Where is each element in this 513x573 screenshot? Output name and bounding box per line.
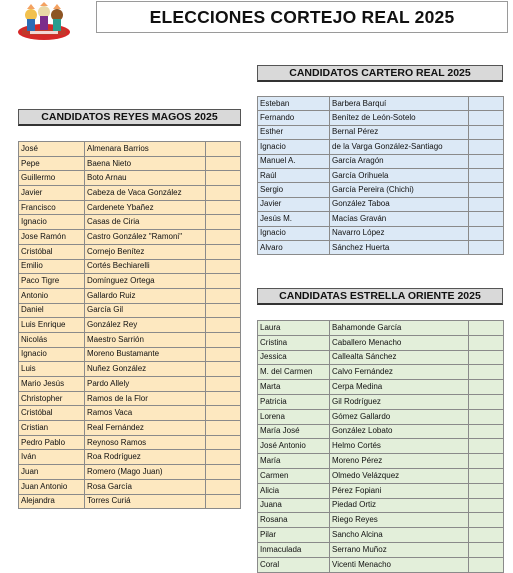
estrella-candidate-row [258,454,504,469]
candidate-first-name: María [258,454,330,469]
candidate-first-name: Javier [19,186,85,201]
candidate-first-name: Alejandra [19,494,85,509]
vote-cell [206,142,241,157]
vote-cell [469,513,504,528]
candidate-first-name: Juan [19,465,85,480]
candidate-first-name: Cristian [19,421,85,436]
reyes-candidate-row [19,200,241,215]
vote-cell [206,230,241,245]
candidate-last-name: Baena Nieto [85,156,206,171]
candidate-last-name: Sancho Alcina [330,528,469,543]
page-title: ELECCIONES CORTEJO REAL 2025 [96,1,508,33]
candidate-first-name: José [19,142,85,157]
candidate-first-name: Juan Antonio [19,479,85,494]
candidate-first-name: Jose Ramón [19,230,85,245]
vote-cell [206,274,241,289]
candidate-first-name: Pilar [258,528,330,543]
reyes-section-header: CANDIDATOS REYES MAGOS 2025 [18,109,241,126]
cartero-candidate-row [258,97,504,111]
candidate-last-name: Vicenti Menacho [330,557,469,572]
vote-cell [469,212,504,226]
candidate-last-name: Reynoso Ramos [85,435,206,450]
reyes-candidate-row [19,494,241,509]
vote-cell [469,321,504,336]
candidate-last-name: Pérez Fopiani [330,483,469,498]
reyes-candidate-row [19,435,241,450]
candidate-last-name: Gallardo Ruiz [85,288,206,303]
candidate-last-name: Rosa García [85,479,206,494]
candidate-first-name: Cristóbal [19,406,85,421]
estrella-candidate-row [258,498,504,513]
vote-cell [206,200,241,215]
candidate-first-name: Guillermo [19,171,85,186]
estrella-candidate-row [258,528,504,543]
candidate-last-name: Ramos de la Flor [85,391,206,406]
estrella-section-header: CANDIDATAS ESTRELLA ORIENTE 2025 [257,288,503,305]
vote-cell [206,244,241,259]
reyes-candidate-row [19,406,241,421]
reyes-candidate-row [19,244,241,259]
candidate-first-name: Ignacio [19,215,85,230]
candidate-first-name: Emilio [19,259,85,274]
vote-cell [469,528,504,543]
vote-cell [206,332,241,347]
candidate-first-name: Iván [19,450,85,465]
reyes-candidate-row [19,303,241,318]
reyes-candidate-row [19,377,241,392]
cartero-candidate-row [258,212,504,226]
reyes-candidate-row [19,215,241,230]
vote-cell [469,168,504,182]
vote-cell [469,125,504,139]
candidate-last-name: Serrano Muñoz [330,542,469,557]
candidate-last-name: García Pereira (Chichi) [330,183,469,197]
reyes-candidate-row [19,465,241,480]
candidate-last-name: Sánchez Huerta [330,240,469,254]
candidate-last-name: Cerpa Medina [330,380,469,395]
cartero-candidate-row [258,111,504,125]
candidate-first-name: Ignacio [258,140,330,154]
reyes-candidate-row [19,259,241,274]
candidate-last-name: Casas de Ciria [85,215,206,230]
candidate-last-name: Navarro López [330,226,469,240]
cartero-candidates-table [257,96,504,255]
organization-logo [16,2,72,42]
candidate-first-name: Javier [258,197,330,211]
candidate-first-name: José Antonio [258,439,330,454]
vote-cell [469,424,504,439]
vote-cell [469,498,504,513]
vote-cell [469,97,504,111]
estrella-candidate-row [258,468,504,483]
vote-cell [469,409,504,424]
cartero-candidate-row [258,140,504,154]
candidate-first-name: Laura [258,321,330,336]
vote-cell [469,111,504,125]
candidate-last-name: Bahamonde García [330,321,469,336]
candidate-first-name: Ignacio [19,347,85,362]
cartero-candidate-row [258,240,504,254]
candidate-last-name: Domínguez Ortega [85,274,206,289]
candidate-last-name: Caballero Menacho [330,335,469,350]
candidate-last-name: Moreno Bustamante [85,347,206,362]
candidate-first-name: Alvaro [258,240,330,254]
reyes-candidates-table [18,141,241,509]
vote-cell [206,391,241,406]
vote-cell [469,350,504,365]
candidate-first-name: Juana [258,498,330,513]
candidate-first-name: Pedro Pablo [19,435,85,450]
vote-cell [469,365,504,380]
candidate-last-name: Maestro Sarrión [85,332,206,347]
candidate-last-name: Cornejo Benítez [85,244,206,259]
candidate-last-name: Roa Rodríguez [85,450,206,465]
estrella-candidate-row [258,424,504,439]
estrella-candidate-row [258,335,504,350]
candidate-first-name: Nicolás [19,332,85,347]
candidate-last-name: Gómez Gallardo [330,409,469,424]
candidate-first-name: Jessica [258,350,330,365]
candidate-last-name: Romero (Mago Juan) [85,465,206,480]
vote-cell [469,226,504,240]
reyes-candidate-row [19,156,241,171]
candidate-first-name: María José [258,424,330,439]
candidate-first-name: Cristina [258,335,330,350]
vote-cell [469,140,504,154]
candidate-first-name: Jesús M. [258,212,330,226]
candidate-last-name: Helmo Cortés [330,439,469,454]
cartero-candidate-row [258,183,504,197]
candidate-first-name: Rosana [258,513,330,528]
vote-cell [469,557,504,572]
estrella-candidate-row [258,380,504,395]
candidate-last-name: Moreno Pérez [330,454,469,469]
candidate-last-name: de la Varga González-Santiago [330,140,469,154]
reyes-candidate-row [19,288,241,303]
candidate-first-name: Cristóbal [19,244,85,259]
vote-cell [206,479,241,494]
candidate-first-name: Lorena [258,409,330,424]
estrella-candidate-row [258,483,504,498]
vote-cell [469,468,504,483]
cartero-candidate-row [258,197,504,211]
vote-cell [469,335,504,350]
estrella-candidate-row [258,557,504,572]
vote-cell [206,288,241,303]
candidate-first-name: Ignacio [258,226,330,240]
candidate-first-name: Fernando [258,111,330,125]
vote-cell [206,259,241,274]
candidate-last-name: Bernal Pérez [330,125,469,139]
reyes-candidate-row [19,332,241,347]
candidate-last-name: Castro González "Ramoni" [85,230,206,245]
candidate-last-name: González Rey [85,318,206,333]
candidate-first-name: Pepe [19,156,85,171]
candidate-last-name: Cardenete Ybañez [85,200,206,215]
candidate-last-name: Cortés Bechiarelli [85,259,206,274]
reyes-candidate-row [19,391,241,406]
estrella-candidate-row [258,439,504,454]
reyes-candidate-row [19,479,241,494]
reyes-candidate-row [19,450,241,465]
candidate-first-name: Raúl [258,168,330,182]
candidate-last-name: Macías Graván [330,212,469,226]
reyes-candidate-row [19,318,241,333]
vote-cell [206,450,241,465]
candidate-first-name: Daniel [19,303,85,318]
candidate-last-name: Boto Arnau [85,171,206,186]
vote-cell [469,183,504,197]
candidate-last-name: Gil Rodríguez [330,394,469,409]
candidate-first-name: Coral [258,557,330,572]
candidate-last-name: Benítez de León-Sotelo [330,111,469,125]
vote-cell [206,318,241,333]
candidate-last-name: Torres Curiá [85,494,206,509]
vote-cell [206,186,241,201]
candidate-last-name: Real Fernández [85,421,206,436]
candidate-last-name: Ramos Vaca [85,406,206,421]
estrella-candidate-row [258,365,504,380]
candidate-last-name: García Orihuela [330,168,469,182]
vote-cell [206,465,241,480]
candidate-last-name: Olmedo Velázquez [330,468,469,483]
candidate-last-name: García Gil [85,303,206,318]
vote-cell [469,483,504,498]
candidate-last-name: Pardo Allely [85,377,206,392]
candidate-first-name: Alicia [258,483,330,498]
candidate-first-name: M. del Carmen [258,365,330,380]
candidate-first-name: Luis Enrique [19,318,85,333]
cartero-section-header: CANDIDATOS CARTERO REAL 2025 [257,65,503,82]
vote-cell [206,215,241,230]
candidate-last-name: Nuñez González [85,362,206,377]
vote-cell [469,394,504,409]
candidate-first-name: Christopher [19,391,85,406]
vote-cell [206,171,241,186]
candidate-last-name: Callealta Sánchez [330,350,469,365]
candidate-first-name: Marta [258,380,330,395]
candidate-first-name: Mario Jesús [19,377,85,392]
vote-cell [469,154,504,168]
candidate-last-name: Cabeza de Vaca González [85,186,206,201]
reyes-candidate-row [19,142,241,157]
vote-cell [206,377,241,392]
cartero-candidate-row [258,125,504,139]
vote-cell [469,454,504,469]
candidate-last-name: Riego Reyes [330,513,469,528]
candidate-first-name: Antonio [19,288,85,303]
estrella-candidate-row [258,394,504,409]
vote-cell [469,380,504,395]
candidate-first-name: Manuel A. [258,154,330,168]
candidate-last-name: García Aragón [330,154,469,168]
candidate-first-name: Luis [19,362,85,377]
vote-cell [206,347,241,362]
candidate-first-name: Paco Tigre [19,274,85,289]
candidate-last-name: González Taboa [330,197,469,211]
vote-cell [206,406,241,421]
estrella-candidate-row [258,542,504,557]
candidate-last-name: Barbera Barquí [330,97,469,111]
vote-cell [206,421,241,436]
reyes-candidate-row [19,421,241,436]
candidate-first-name: Esteban [258,97,330,111]
candidate-last-name: González Lobato [330,424,469,439]
estrella-candidates-table [257,320,504,573]
estrella-candidate-row [258,409,504,424]
cartero-candidate-row [258,168,504,182]
estrella-candidate-row [258,513,504,528]
candidate-first-name: Inmaculada [258,542,330,557]
candidate-first-name: Carmen [258,468,330,483]
candidate-last-name: Calvo Fernández [330,365,469,380]
reyes-candidate-row [19,362,241,377]
reyes-candidate-row [19,230,241,245]
candidate-last-name: Piedad Ortiz [330,498,469,513]
vote-cell [206,494,241,509]
cartero-candidate-row [258,226,504,240]
candidate-first-name: Sergio [258,183,330,197]
reyes-candidate-row [19,186,241,201]
estrella-candidate-row [258,321,504,336]
reyes-candidate-row [19,274,241,289]
vote-cell [469,439,504,454]
vote-cell [206,362,241,377]
candidate-first-name: Patricia [258,394,330,409]
reyes-candidate-row [19,347,241,362]
vote-cell [206,156,241,171]
reyes-candidate-row [19,171,241,186]
candidate-first-name: Francisco [19,200,85,215]
vote-cell [206,435,241,450]
vote-cell [469,197,504,211]
vote-cell [206,303,241,318]
vote-cell [469,542,504,557]
vote-cell [469,240,504,254]
estrella-candidate-row [258,350,504,365]
candidate-last-name: Almenara Barrios [85,142,206,157]
cartero-candidate-row [258,154,504,168]
candidate-first-name: Esther [258,125,330,139]
